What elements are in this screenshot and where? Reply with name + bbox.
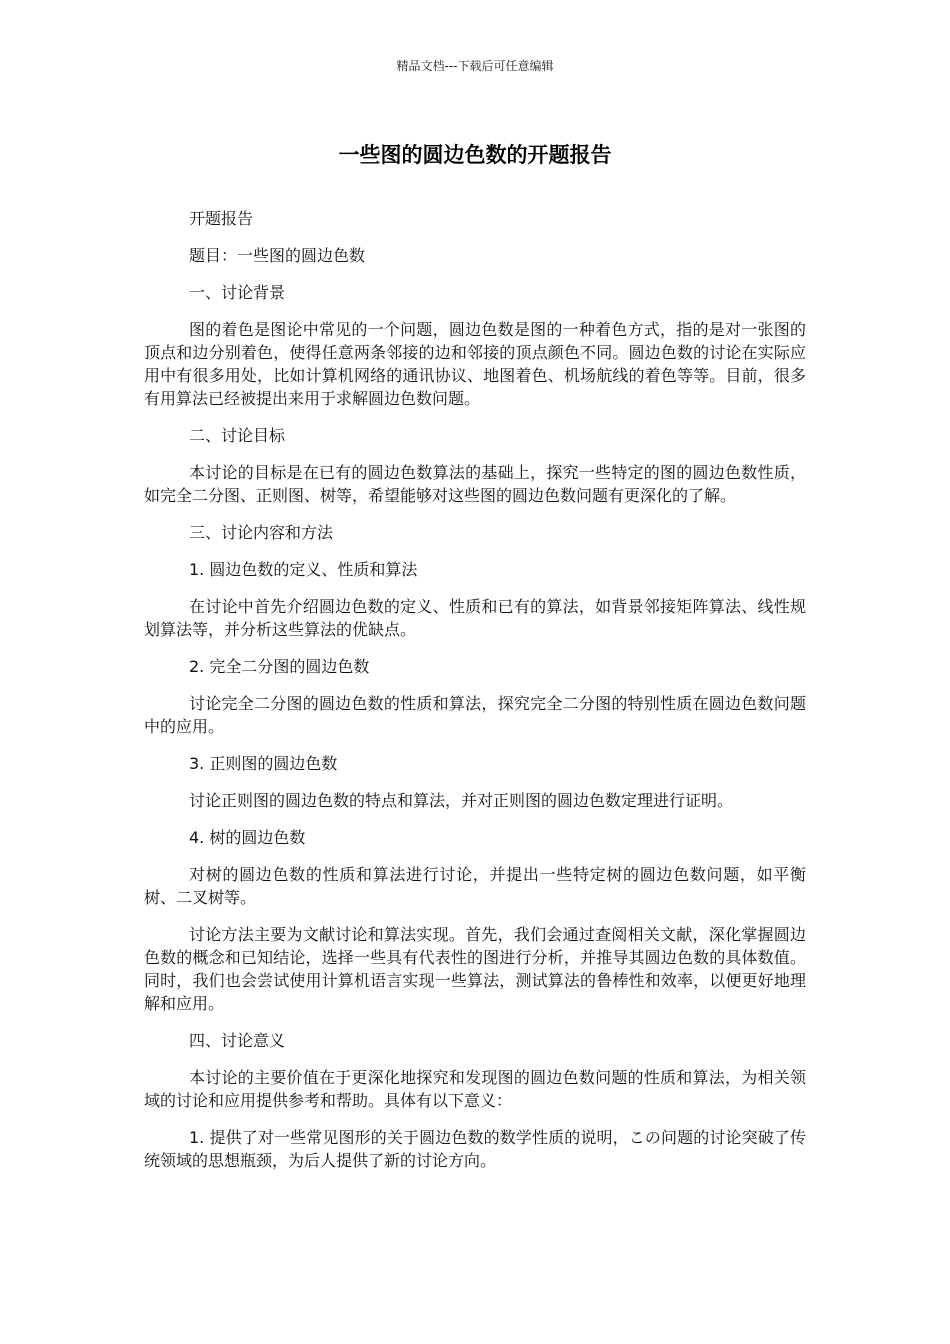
topic-line: 题目：一些图的圆边色数 [189,246,366,265]
significance-item-1: 1. 提供了对一些常见图形的关于圆边色数的数学性质的说明，この问题的讨论突破了传统领域的思想瓶颈，为后人提供了新的讨论方向。 [144,1128,806,1170]
item-title-bipartite: 2. 完全二分图的圆边色数 [189,657,370,676]
method-paragraph: 讨论方法主要为文献讨论和算法实现。首先，我们会通过查阅相关文献，深化掌握圆边色数的概念和已知结论，选择一些具有代表性的图进行分析，并推导其圆边色数的具体数值。同时，我们也会尝试使用计算机语言实现一些算法，测试算法的鲁棒性和效率，以便更好地理解和应用。 [144,925,806,1013]
item-title-tree: 4. 树的圆边色数 [189,828,306,847]
significance-paragraph: 本讨论的主要价值在于更深化地探究和发现图的圆边色数问题的性质和算法，为相关领域的讨论和应用提供参考和帮助。具体有以下意义： [144,1068,806,1110]
section-heading-goal: 二、讨论目标 [189,426,286,445]
section-heading-content: 三、讨论内容和方法 [189,523,334,542]
item-text-regular: 讨论正则图的圆边色数的特点和算法，并对正则图的圆边色数定理进行证明。 [189,791,734,810]
document-title: 一些图的圆边色数的开题报告 [338,143,612,167]
page-header: 精品文档---下载后可任意编辑 [396,59,554,73]
goal-paragraph: 本讨论的目标是在已有的圆边色数算法的基础上，探究一些特定的图的圆边色数性质，如完全二分图、正则图、树等，希望能够对这些图的圆边色数问题有更深化的了解。 [144,463,806,505]
document-body [144,207,806,1186]
item-title-regular: 3. 正则图的圆边色数 [189,754,338,773]
item-title-definition: 1. 圆边色数的定义、性质和算法 [189,560,418,579]
item-text-definition: 在讨论中首先介绍圆边色数的定义、性质和已有的算法，如背景邻接矩阵算法、线性规划算法等，并分析这些算法的优缺点。 [144,597,806,639]
section-heading-background: 一、讨论背景 [189,283,286,302]
item-text-bipartite: 讨论完全二分图的圆边色数的性质和算法，探究完全二分图的特别性质在圆边色数问题中的应用。 [144,694,806,736]
item-text-tree: 对树的圆边色数的性质和算法进行讨论，并提出一些特定树的圆边色数问题，如平衡树、二叉树等。 [144,865,806,907]
background-paragraph: 图的着色是图论中常见的一个问题，圆边色数是图的一种着色方式，指的是对一张图的顶点和边分别着色，使得任意两条邻接的边和邻接的顶点颜色不同。圆边色数的讨论在实际应用中有很多用处，比如计算机网络的通讯协议、地图着色、机场航线的着色等等。目前，很多有用算法已经被提出来用于求解圆边色数问题。 [144,320,806,408]
report-label: 开题报告 [189,209,254,228]
section-heading-significance: 四、讨论意义 [189,1031,286,1050]
